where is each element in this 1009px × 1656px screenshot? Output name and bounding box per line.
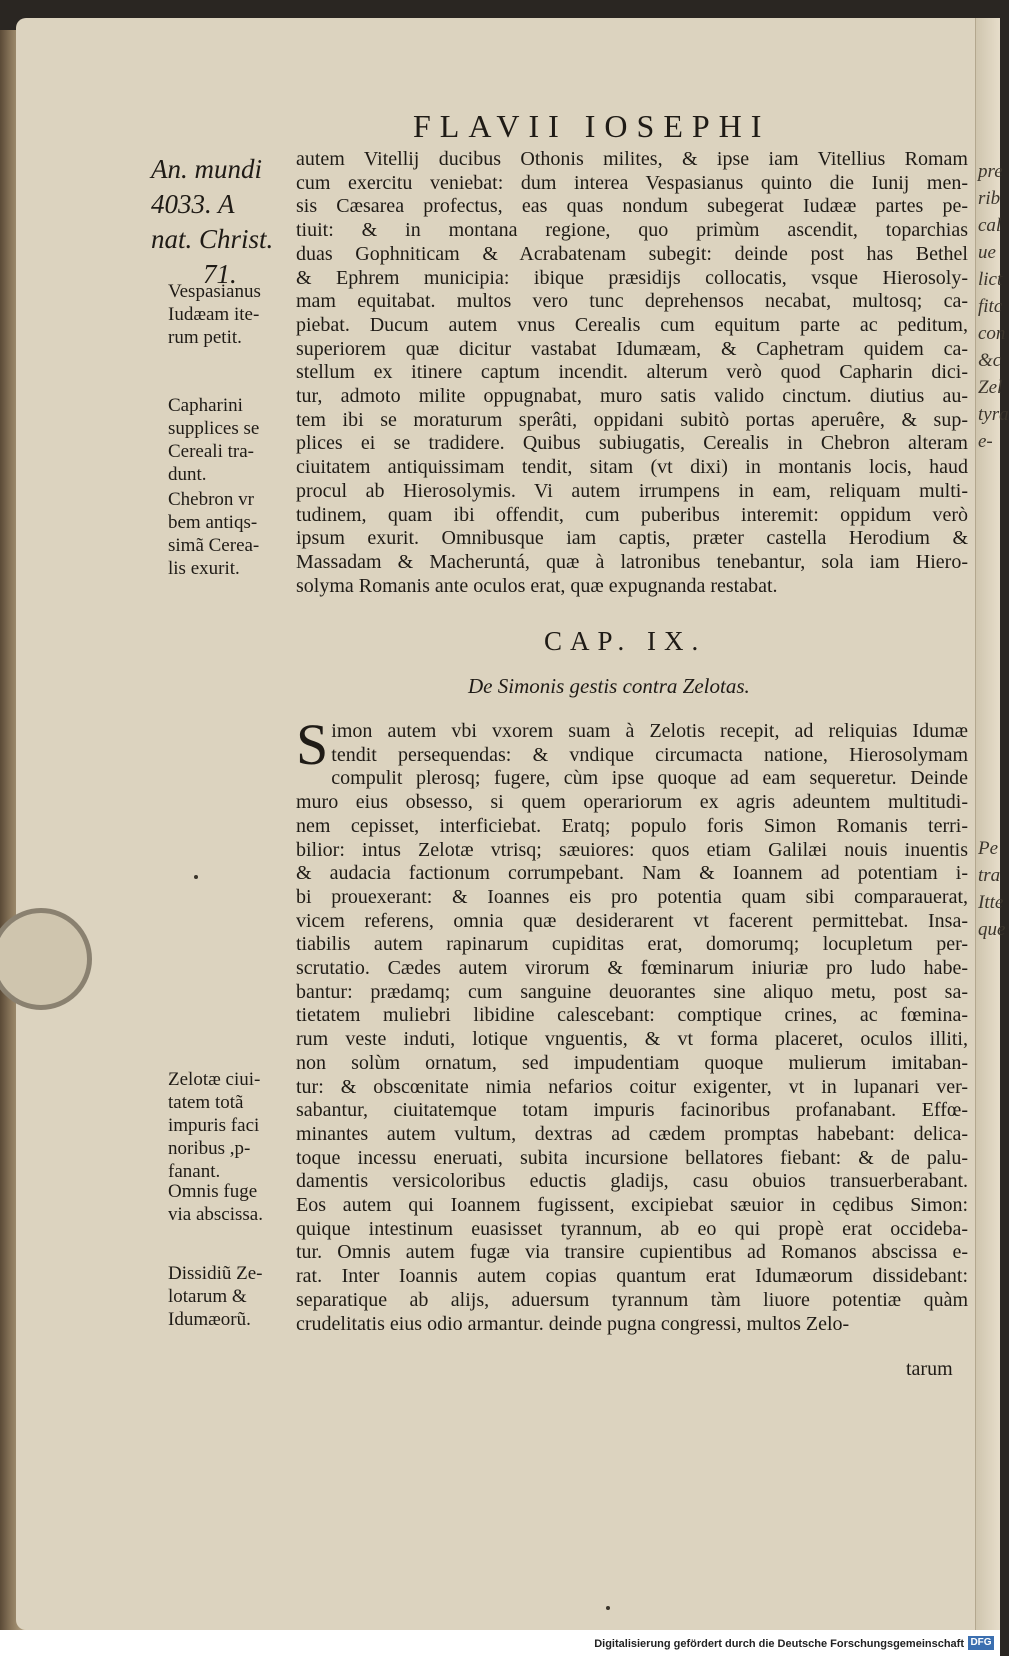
facing-page-fragment: cal [978, 215, 1002, 236]
text-line: tur, admoto milite oppugnabat, muro satis valido cinctum. diutius au- [296, 385, 968, 408]
facing-page-fragment: Pe [978, 838, 999, 859]
dfg-logo: DFG [968, 1636, 994, 1650]
text-line: bantur: prædamq; cum sanguine deuorantes sine aliquo metu, post sa- [296, 980, 968, 1003]
drop-cap: S [296, 712, 329, 777]
text-line: cum exercitu veniebat: dum interea Vespasianus quinto die Iunij men- [296, 171, 968, 194]
body-paragraph [296, 712, 968, 1336]
marginal-year [151, 152, 291, 292]
facing-page-fragment: con [978, 323, 1006, 344]
margin-note: Chebron vr bem antiqs- simã Cerea- lis exurit. [168, 489, 260, 579]
text-line: ipsum exurit. Omnibusque iam captis, præter castella Herodium & [296, 527, 968, 550]
year-line: An. mundi [151, 154, 262, 184]
text-line: tiabilis autem rapinarum cupiditas erat, domorumq; locupletum per- [296, 933, 968, 956]
text-line: superiorem quæ dicitur vastabat Idumæam, & Caphetram quidem ca- [296, 337, 968, 360]
chapter-subtitle: De Simonis gestis contra Zelotas. [468, 674, 750, 698]
text-line: damentis versicoloribus eductis gladijs, casu obuios transuerberabant. [296, 1170, 968, 1193]
facing-page-fragment: Zel [978, 377, 1003, 398]
facing-page-fragment: rib [978, 188, 1001, 209]
text-line: ciuitatem antiquissimam tendit, sitam (vt dixi) in montanis locis, haud [296, 456, 968, 479]
facing-page-edge [975, 18, 1009, 1630]
text-line: bi prouexerant: & Ioannes eis pro potentia quam sibi comparauerat, [296, 885, 968, 908]
facing-page-fragment: &c [978, 350, 1002, 371]
text-line: Massadam & Macheruntá, quæ à latronibus tenebantur, sola iam Hiero- [296, 550, 968, 573]
ink-speck [194, 875, 198, 879]
margin-note: Zelotæ ciui- tatem totã impuris faci noribus ,p- fanant. [168, 1069, 261, 1182]
year-line: 4033. A [151, 189, 235, 219]
text-line: quique intestinum euasisset tyrannum, ab eo qui propè erat occideba- [296, 1217, 968, 1240]
text-line: vicem referens, omnia quæ desiderarent vt facerent permittebat. Insa- [296, 909, 968, 932]
margin-note: Dissidiũ Ze- lotarum & Idumæorũ. [168, 1263, 263, 1330]
text-line: tietatem muliebri libidine calescebant: comptique crines, ac fœmina- [296, 1004, 968, 1027]
text-line: stellum ex itinere captum incendit. alterum verò quod Capharin dici- [296, 361, 968, 384]
facing-page-text [978, 158, 1009, 943]
text-line: imon autem vbi vxorem suam à Zelotis recepit, ad reliquias Idumæ [331, 720, 968, 742]
text-line: tendit persequendas: & vndique circumacta natione, Hierosolymam [331, 743, 968, 766]
facing-page-fragment: fitc [978, 296, 1003, 317]
facing-page-fragment: lict [978, 269, 1003, 290]
text-line: rum veste induti, lotique vnguentis, & vt forma placeret, oculos illiti, [296, 1028, 968, 1051]
chapter-heading: CAP. IX. [544, 626, 707, 656]
text-line: & audacia factionum corrumpebant. Nam & Ioannem ad potentiam i- [296, 862, 968, 885]
paragraph-lines [296, 712, 968, 1336]
text-line: duas Gophniticam & Acrabatenam subegit: deinde post has Bethel [296, 242, 968, 265]
text-line: & Ephrem municipia: ibique præsidijs collocatis, vsque Hierosoly- [296, 266, 968, 289]
text-line: solyma Romanis ante oculos erat, quæ expugnanda restabat. [296, 574, 778, 597]
year-line: 71. [203, 259, 237, 289]
text-line: compulit plerosq; fugere, cùm ipse quoque ad eam sequeretur. Deinde [331, 767, 968, 790]
text-line: nem cepisset, interficiebat. Eratq; populo foris Simon Romanis terri- [296, 814, 968, 837]
text-line: toque incessu eneruati, subita incursione bellatores fiebant: & de palu- [296, 1146, 968, 1169]
year-line: nat. Christ. [151, 224, 274, 254]
facing-page-fragment: pre [978, 161, 1003, 182]
text-line: piebat. Ducum autem vnus Cerealis cum equitum parte ac peditum, [296, 313, 968, 336]
digitization-credit: Digitalisierung gefördert durch die Deutsche Forschungsgemeinschaft [594, 1638, 964, 1650]
text-line: tiuit: & in montana regione, quo primùm ascendit, toparchias [296, 219, 968, 242]
margin-note: Capharini supplices se Cereali tra- dunt. [168, 395, 260, 485]
facing-page-gap [978, 455, 998, 835]
text-line: Eos autem qui Ioannem fugissent, excipiebat sæuior in cędibus Simon: [296, 1194, 968, 1217]
text-line: tem ibi se moraturum sperâti, oppidani subitò portas aperuêre, & sup- [296, 408, 968, 431]
text-line: mam equitabat. multos vero tunc deprehensos necabat, multosq; ca- [296, 290, 968, 313]
facing-page-fragment: tra [978, 865, 1001, 886]
book-clasp [0, 908, 92, 1010]
catchword: tarum [906, 1358, 953, 1380]
facing-page-fragment: tyra [978, 404, 1009, 425]
text-line: tudinem, quam ibi offendit, cum puberibus interemit: oppidum verò [296, 503, 968, 526]
facing-page-fragment: ue [978, 242, 996, 263]
text-line: procul ab Hierosolymis. Vi autem irrumpens in eam, reliquam multi- [296, 479, 968, 502]
text-line: autem Vitellij ducibus Othonis milites, & ipse iam Vitellius Romam [296, 148, 968, 170]
body-paragraph [296, 148, 968, 598]
text-line: tur: & obscœnitate nimia nefarios coitur exigenter, vt in lupanari ver- [296, 1075, 968, 1098]
facing-page-fragment: que [978, 919, 1006, 940]
facing-page-fragment: Itte [978, 892, 1004, 913]
text-line: minantes autem vultum, dextras ad cædem promptas habebant: delica- [296, 1122, 968, 1145]
text-line: rat. Inter Ioannis autem copias quantum erat Idumæorum dissidebant: [296, 1265, 968, 1288]
facing-page-fragment: e- [978, 431, 993, 452]
text-line: muro eius obsesso, si quem operariorum ex agris adeuntem multitudi- [296, 791, 968, 814]
text-line: bilior: intus Zelotæ vtrisq; sæuiores: quos etiam Galilæi nouis inuentis [296, 838, 968, 861]
text-line: plices ei se tradidere. Quibus subiugatis, Cerealis in Chebron alteram [296, 432, 968, 455]
margin-note: Omnis fuge via abscissa. [168, 1181, 263, 1225]
text-line: scrutatio. Cædes autem virorum & fœminarum iniuriæ pro ludo habe- [296, 957, 968, 980]
text-line: sabantur, ciuitatemque totam impuris facinoribus profanabant. Effœ- [296, 1099, 968, 1122]
ink-speck [606, 1606, 610, 1610]
text-line: tur. Omnis autem fugæ via transire cupientibus ad Romanos abscissa e- [296, 1241, 968, 1264]
text-line: separatique ab alijs, aduersum tyrannum tàm liuore potentiæ quàm [296, 1288, 968, 1311]
text-line: crudelitatis eius odio armantur. deinde pugna congressi, multos Zelo- [296, 1312, 850, 1335]
text-line: sis Cæsarea profectus, eas quas nondum subegerat Iudææ partes pe- [296, 195, 968, 218]
margin-note: Vespasianus Iudæam ite- rum petit. [168, 281, 261, 348]
text-line: non solùm ornatum, sed impudentiam quoque mulierum imitaban- [296, 1051, 968, 1074]
running-title: FLAVII IOSEPHI [413, 108, 771, 144]
book-page [16, 18, 1009, 1630]
